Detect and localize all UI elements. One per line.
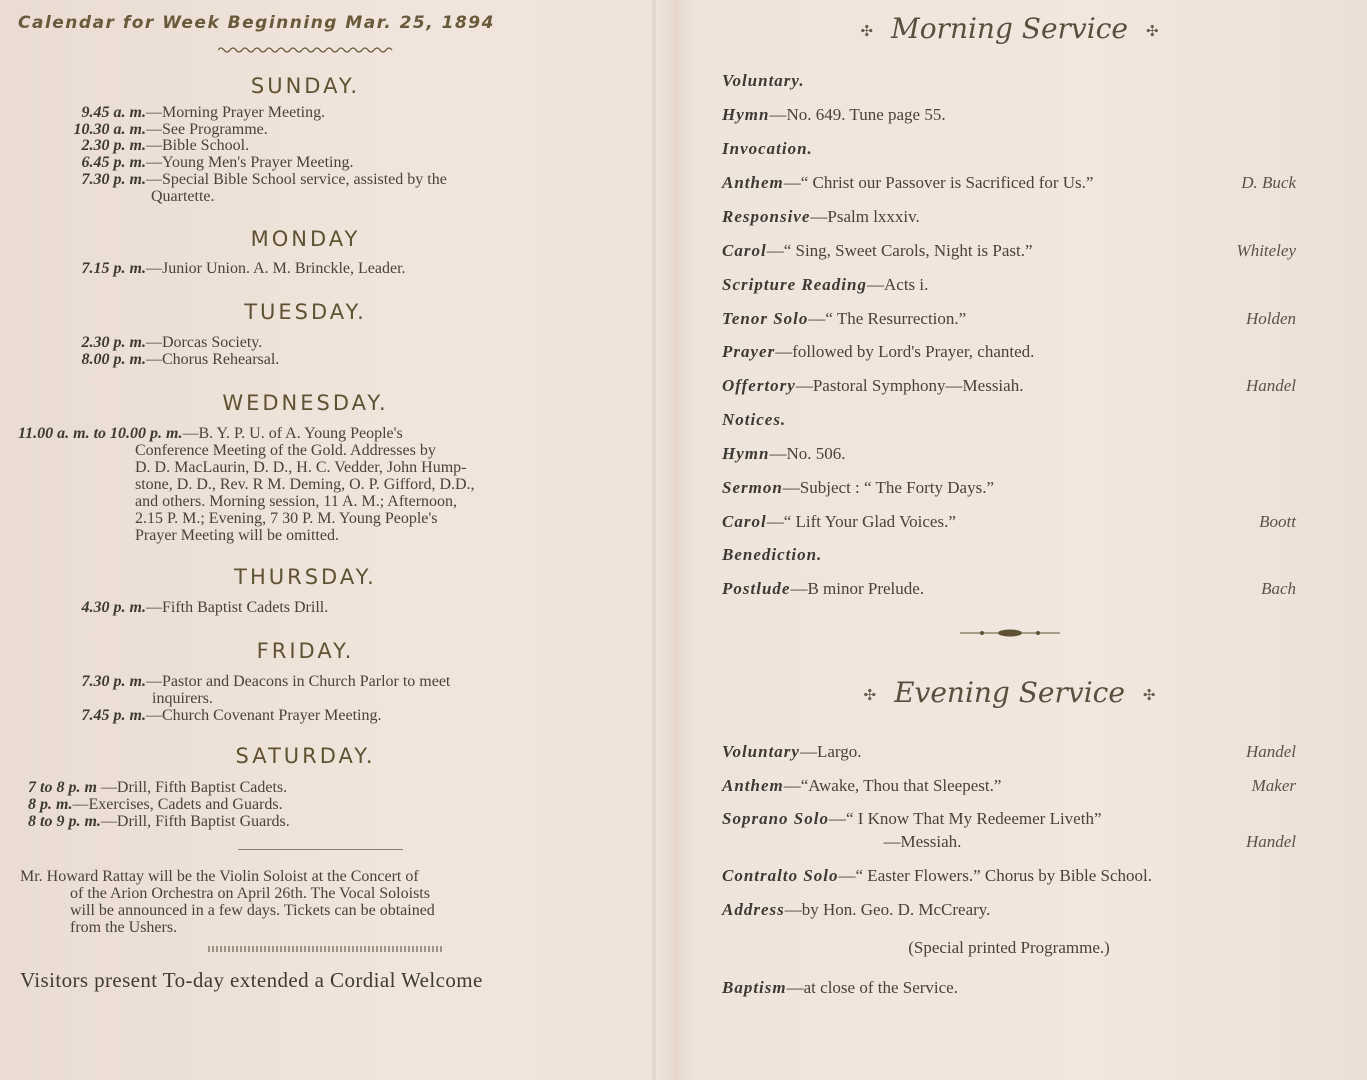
service-item-text: —Subject : “ The Forty Days.”: [782, 478, 995, 497]
service-item-key: Anthem: [722, 173, 784, 192]
service-item-text: —followed by Lord's Prayer, chanted.: [775, 342, 1035, 361]
event-row: [18, 334, 593, 351]
event-continuation: Quartette.: [151, 188, 215, 205]
event-desc: —Exercises, Cadets and Guards.: [72, 796, 283, 813]
service-item-author: D. Buck: [1241, 173, 1296, 192]
evening-title-text: Evening Service: [894, 676, 1125, 709]
service-item-text: —“ Easter Flowers.” Chorus by Bible School.: [838, 866, 1153, 885]
day-heading-sunday: SUNDAY.: [250, 74, 361, 98]
event-row: [18, 599, 593, 616]
notice-line: will be announced in a few days. Tickets can be obtained: [70, 902, 435, 919]
service-item-text: —Messiah.: [722, 832, 962, 851]
service-item-key: Hymn: [722, 105, 770, 124]
service-item: [722, 832, 1296, 852]
event-row: [18, 104, 593, 121]
service-item-key: Voluntary.: [722, 71, 805, 90]
service-item-text: —Acts i.: [867, 275, 929, 294]
service-item: [722, 512, 1296, 532]
service-item-key: Contralto Solo: [722, 866, 839, 885]
service-item-key: Sermon: [722, 478, 783, 497]
service-item-text: —at close of the Service.: [786, 978, 958, 997]
service-item-text: —Largo.: [799, 742, 862, 761]
service-item-key: Invocation.: [722, 139, 813, 158]
notice-line: from the Ushers.: [70, 919, 178, 936]
service-item: [722, 410, 1296, 430]
event-desc: —Drill, Fifth Baptist Cadets.: [96, 779, 288, 796]
service-item-text: —Psalm lxxxiv.: [810, 207, 920, 226]
service-item: [722, 376, 1296, 396]
service-item: [722, 478, 1296, 498]
event-continuation: Prayer Meeting will be omitted.: [135, 527, 339, 544]
event-time: 7.45 p. m.: [81, 707, 146, 724]
service-item: [722, 444, 1296, 464]
day-heading-saturday: SATURDAY.: [235, 744, 376, 768]
service-item-key: Prayer: [722, 342, 776, 361]
service-item-text: —No. 506.: [769, 444, 846, 463]
event-desc: —Pastor and Deacons in Church Parlor to meet: [146, 673, 451, 690]
dotted-rule: [208, 946, 443, 952]
service-item-key: Soprano Solo: [722, 809, 829, 828]
service-item: [722, 978, 1296, 998]
event-row: [18, 260, 593, 277]
service-item: [722, 139, 1296, 159]
event-desc: —Fifth Baptist Cadets Drill.: [146, 599, 329, 616]
service-item-key: Postlude: [722, 579, 791, 598]
event-desc: —Drill, Fifth Baptist Guards.: [100, 813, 290, 830]
event-time: 9.45 a. m.: [81, 104, 146, 121]
ornament-icon: ✣: [1142, 685, 1156, 704]
service-item-key: Carol: [722, 512, 767, 531]
event-row: [18, 796, 593, 813]
notice-line: of the Arion Orchestra on April 26th. The Vocal Soloists: [70, 885, 430, 902]
ornament-icon: ✣: [1145, 21, 1159, 40]
event-desc: —Dorcas Society.: [146, 334, 263, 351]
evening-service-title: [722, 676, 1297, 709]
service-item: [722, 105, 1296, 125]
event-time: 2.30 p. m.: [81, 137, 146, 154]
service-item-text: —“ Christ our Passover is Sacrificed for Us.”: [783, 173, 1094, 192]
event-desc: —Morning Prayer Meeting.: [146, 104, 326, 121]
page-fold: [652, 0, 656, 1080]
service-item-key: Notices.: [722, 410, 787, 429]
service-item: [722, 275, 1296, 295]
service-item-key: Anthem: [722, 776, 784, 795]
service-item-author: Maker: [1251, 776, 1296, 795]
day-heading-friday: FRIDAY.: [256, 639, 355, 663]
day-heading-thursday: THURSDAY.: [234, 565, 377, 589]
event-desc: —Special Bible School service, assisted by the: [146, 171, 447, 188]
service-item-text: —Pastoral Symphony—Messiah.: [795, 376, 1024, 395]
event-row: [18, 707, 593, 724]
event-row: [18, 154, 593, 171]
concert-notice: [20, 868, 594, 936]
event-time: 8 p. m.: [28, 796, 73, 813]
service-item-text: —B minor Prelude.: [790, 579, 925, 598]
service-item-text: —“ The Resurrection.”: [808, 309, 967, 328]
service-item: [722, 207, 1296, 227]
event-row: [18, 813, 593, 830]
service-item-key: Hymn: [722, 444, 770, 463]
event-desc: —B. Y. P. U. of A. Young People's: [182, 425, 403, 442]
event-continuation: D. D. MacLaurin, D. D., H. C. Vedder, John Hump-: [135, 459, 467, 476]
service-item-author: Handel: [1245, 832, 1296, 851]
event-row: [18, 673, 593, 690]
event-desc: —Chorus Rehearsal.: [146, 351, 280, 368]
service-item: [722, 866, 1296, 886]
event-continuation: stone, D. D., Rev. R M. Deming, O. P. Gifford, D.D.,: [135, 476, 475, 493]
service-item: [722, 545, 1296, 565]
service-item-author: Holden: [1245, 309, 1296, 328]
wavy-rule: [218, 45, 393, 55]
service-item: [722, 742, 1296, 762]
service-item-author: Handel: [1245, 742, 1296, 761]
service-item: [722, 579, 1296, 599]
event-time: 8 to 9 p. m.: [28, 813, 101, 830]
service-item: [722, 809, 1296, 829]
ornamental-divider-icon: [960, 626, 1060, 640]
calendar-title: Calendar for Week Beginning Mar. 25, 1894: [18, 13, 495, 33]
service-item-key: Baptism: [722, 978, 787, 997]
event-desc: —Young Men's Prayer Meeting.: [146, 154, 354, 171]
service-item-text: —No. 649. Tune page 55.: [769, 105, 946, 124]
service-item-key: Tenor Solo: [722, 309, 809, 328]
notice-line: Mr. Howard Rattay will be the Violin Soloist at the Concert of: [20, 868, 419, 885]
event-row: [18, 171, 593, 188]
service-item: [722, 309, 1296, 329]
service-item-key: Address: [722, 900, 785, 919]
event-row: [18, 425, 593, 442]
service-item-text: —by Hon. Geo. D. McCreary.: [784, 900, 991, 919]
ornament-icon: ✣: [863, 685, 877, 704]
event-continuation: Conference Meeting of the Gold. Addresses by: [135, 442, 436, 459]
welcome-line: Visitors present To-day extended a Cordial Welcome: [20, 968, 483, 992]
service-item-key: Offertory: [722, 376, 796, 395]
service-item-text: —“Awake, Thou that Sleepest.”: [783, 776, 1002, 795]
day-heading-wednesday: WEDNESDAY.: [222, 391, 389, 415]
service-item: [722, 241, 1296, 261]
service-item-text: —“ Lift Your Glad Voices.”: [766, 512, 956, 531]
service-item-key: Voluntary: [722, 742, 800, 761]
event-time: 4.30 p. m.: [81, 599, 146, 616]
service-item: [722, 776, 1296, 796]
service-item-key: Responsive: [722, 207, 811, 226]
ornament-icon: ✣: [860, 21, 874, 40]
event-time: 11.00 a. m. to 10.00 p. m.: [18, 425, 183, 442]
service-item: [722, 71, 1296, 91]
service-item-key: Scripture Reading: [722, 275, 867, 294]
event-time: 7 to 8 p. m: [28, 779, 97, 796]
morning-service-title: [722, 12, 1297, 45]
service-item-text: (Special printed Programme.): [908, 938, 1110, 957]
event-time: 7.30 p. m.: [81, 673, 146, 690]
event-time: 7.30 p. m.: [81, 171, 146, 188]
event-time: 10.30 a. m.: [73, 121, 146, 138]
day-heading-monday: MONDAY: [250, 227, 361, 251]
event-desc: —See Programme.: [146, 121, 268, 138]
service-item: [722, 938, 1296, 958]
event-continuation: 2.15 P. M.; Evening, 7 30 P. M. Young People's: [135, 510, 438, 527]
event-row: [18, 137, 593, 154]
event-desc: —Bible School.: [146, 137, 250, 154]
service-item-author: Boott: [1259, 512, 1296, 531]
service-item-author: Bach: [1261, 579, 1296, 598]
day-heading-tuesday: TUESDAY.: [244, 300, 367, 324]
service-item-text: —“ I Know That My Redeemer Liveth”: [828, 809, 1102, 828]
service-item: [722, 342, 1296, 362]
event-desc: —Church Covenant Prayer Meeting.: [146, 707, 382, 724]
service-item-key: Benediction.: [722, 545, 823, 564]
service-item: [722, 900, 1296, 920]
event-time: 8.00 p. m.: [81, 351, 146, 368]
event-continuation: inquirers.: [152, 690, 213, 707]
event-time: 6.45 p. m.: [81, 154, 146, 171]
section-rule: [238, 849, 403, 850]
event-row: [18, 779, 593, 796]
event-time: 7.15 p. m.: [81, 260, 146, 277]
event-desc: —Junior Union. A. M. Brinckle, Leader.: [146, 260, 406, 277]
service-item-author: Whiteley: [1236, 241, 1296, 260]
morning-title-text: Morning Service: [891, 12, 1128, 45]
service-item-text: —“ Sing, Sweet Carols, Night is Past.”: [766, 241, 1033, 260]
event-row: [18, 121, 593, 138]
event-row: [18, 351, 593, 368]
event-time: 2.30 p. m.: [81, 334, 146, 351]
service-item: [722, 173, 1296, 193]
service-item-author: Handel: [1245, 376, 1296, 395]
service-item-key: Carol: [722, 241, 767, 260]
event-continuation: and others. Morning session, 11 A. M.; Afternoon,: [135, 493, 458, 510]
